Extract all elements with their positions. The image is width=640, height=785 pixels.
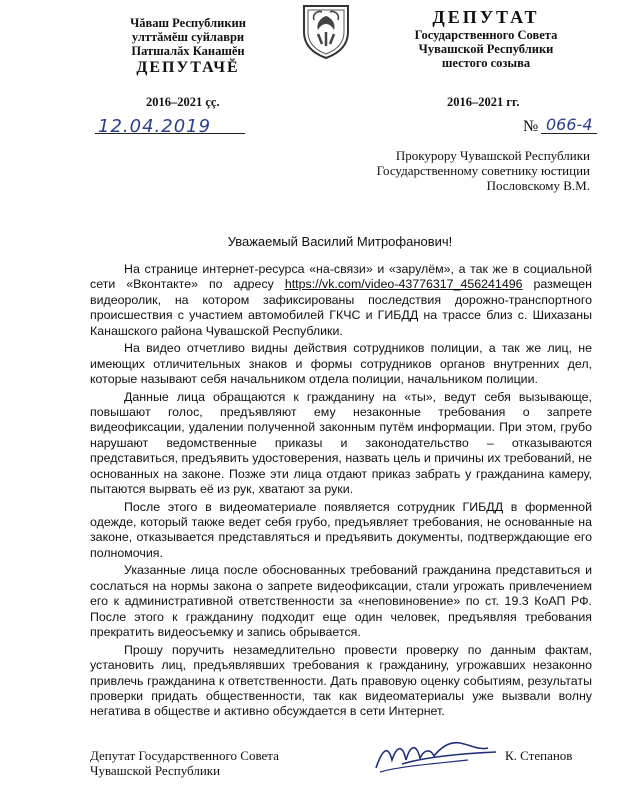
header-right	[386, 7, 586, 70]
paragraph-5: Указанные лица после обоснованных требований гражданина представиться и сослаться на нормы закона о запрете видеофиксации, стали угрожать привлечением его к административной ответственности за «неповиновение» по ст. 19.3 КоАП РФ. После этого к гражданину подходит еще один человек, предъявляя требования прекратить видеосъемку и запись обрывается.	[90, 563, 592, 640]
paragraph-1: На странице интернет-ресурса «на-связи» и «зарулём», а так же в социальной сети «Вконтакте» по адресу https://vk.com/video-43776317_456241496 размещен видеоролик, на котором зафиксированы последствия дорожно-транспортного происшествия с участием автомобилей ГКЧС и ГИБДД на трассе близ с. Шихазаны Канашского района Чувашской Республики.	[90, 262, 592, 338]
signer-name: К. Степанов	[505, 748, 573, 763]
header-left-line3: Патшалăх Канашĕн	[131, 44, 245, 58]
header-left-line1: Чăваш Республикин	[130, 16, 246, 30]
header-left-title: ДЕПУТАЧĔ	[136, 59, 240, 76]
addressee	[330, 148, 590, 193]
addressee-line2: Государственному советнику юстиции	[376, 163, 590, 178]
addressee-line3: Пословскому В.М.	[486, 178, 590, 193]
header-right-title: ДЕПУТАТ	[432, 7, 540, 27]
letter-body	[90, 262, 592, 722]
paragraph-4: После этого в видеоматериале появляется сотрудник ГИБДД в форменной одежде, который также ведет себя грубо, предъявляет требования, не основанные на законе, отказывается представляться и предъявить документы, подтверждающие его полномочия.	[90, 499, 592, 560]
header-left-term: 2016–2021 çç.	[146, 95, 220, 109]
addressee-line1: Прокурору Чувашской Республики	[395, 148, 590, 163]
signer-position-line1: Депутат Государственного Совета	[90, 748, 279, 763]
paragraph-6: Прошу поручить незамедлительно провести проверку по данным фактам, установить лиц, предъявлявших требования к гражданину, угрожавших незаконно привлечь гражданина к ответственности. Дать правовую оценку событиям, результаты проверки придать общественности, так как видеоматериалы уже вызвали волну негатива в обществе и активно обсуждается в сети Интернет.	[90, 642, 592, 719]
number-prefix: №	[523, 118, 539, 135]
salutation: Уважаемый Василий Митрофанович!	[227, 234, 453, 249]
paragraph-3: Данные лица обращаются к гражданину на «ты», ведут себя вызывающе, повышают голос, предъявляют ему незаконные требования о запрете видеофиксации, удалении полученной законным путём информации. При этом, грубо нарушают ведомственные приказы и законодательство – отказываются представиться, предъявить удостоверения, назвать цель и причины их требований, не основанных на законе. Позже эти лица отдают приказ забрать у гражданина камеру, пытаются вырвать её из рук, хватают за руки.	[90, 389, 592, 497]
signer-position	[90, 748, 279, 778]
video-link[interactable]: https://vk.com/video-43776317_456241496	[284, 277, 523, 292]
signer-position-line2: Чувашской Республики	[90, 763, 221, 778]
header-right-line3: шестого созыва	[441, 56, 531, 70]
header-right-term: 2016–2021 гг.	[447, 95, 520, 109]
header-left	[88, 16, 288, 75]
header-left-line2: улттăмĕш суйлаври	[131, 30, 245, 44]
signature-image	[372, 730, 502, 778]
header-right-line1: Государственного Совета	[414, 28, 558, 42]
paragraph-2: На видео отчетливо видны действия сотрудников полиции, а так же лиц, не имеющих отличительных знаков и формы сотрудников органов внутренних дел, которые называют себя начальником отдела полиции, начальником полиции.	[90, 341, 592, 387]
header-right-line2: Чувашской Республики	[418, 42, 554, 56]
number-handwritten: 066-4	[546, 115, 593, 134]
chuvash-emblem-icon	[298, 2, 354, 60]
date-handwritten: 12.04.2019	[98, 116, 212, 137]
